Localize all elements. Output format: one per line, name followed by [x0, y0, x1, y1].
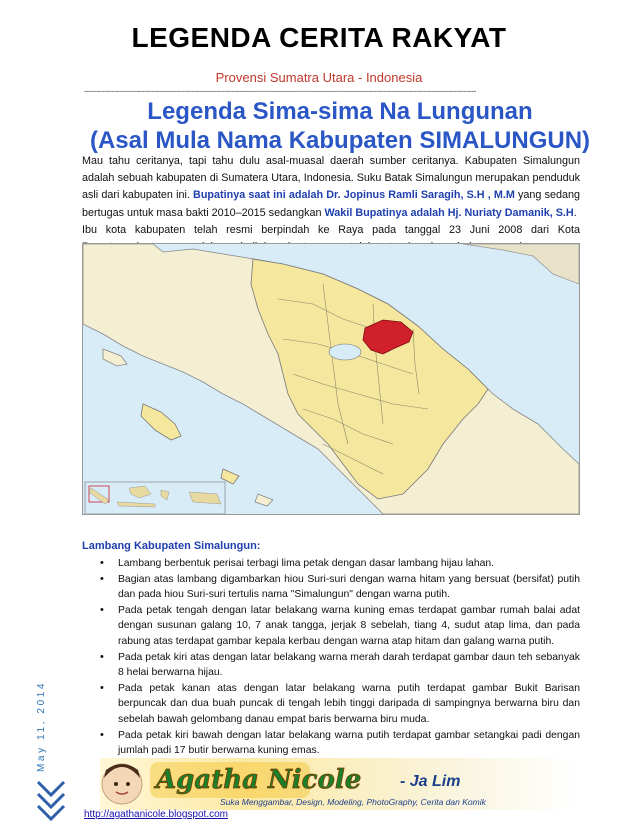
side-date [36, 676, 52, 772]
map-drawing [83, 244, 579, 514]
intro-text-4: Ibu kota kabupaten telah resmi berpindah ke Raya pada tanggal 23 Juni 2008 dari Kota [82, 223, 580, 236]
lambang-item: • Pada petak kiri bawah dengan latar belakang warna putih terdapat gambar setangkai padi dengan jumlah padi 17 butir berwarna kuning emas. [100, 728, 580, 759]
document-subtitle: Provensi Sumatra Utara - Indonesia [215, 70, 423, 85]
lambang-list [100, 556, 580, 759]
north-sumatra-map [82, 243, 580, 515]
intro-text-1: Mau tahu ceritanya, tapi tahu dulu asal-muasal daerah sumber ceritanya. Kabupaten Simalungun adalah sebuah kabupaten di Sumatera Utara, Indonesia. Suku Batak Simalungun merupakan penduduk asli dari kabupaten ini. [82, 155, 580, 202]
bupati-highlight: Bupatinya saat ini adalah Dr. Jopinus Ramli Saragih, S.H , M.M [193, 189, 515, 202]
lambang-item: • Pada petak tengah dengan latar belakang warna kuning emas terdapat gambar rumah balai adat dengan susunan galang 10, 7 anak tangga, jerjak 8 sebelah, tiang 4, sudut atap lima, dan pada rabung atas terdapat gambar kepala kerbau dengan warna atap hitam dan galang warna putih. [100, 603, 580, 650]
lake-toba [329, 344, 361, 360]
article-title-line2: (Asal Mula Nama Kabupaten SIMALUNGUN) [89, 127, 591, 154]
lambang-item: • Pada petak kanan atas dengan latar belakang warna putih terdapat gambar Bukit Barisan berpuncak dan dua buah puncak di tengah lebih tinggi daripada di sampingnya berwarna biru dan sebelah bawah gelombang danau empat baris berwarna biru muda. [100, 681, 580, 728]
wakil-bupati-highlight: Wakil Bupatinya adalah Hj. Nuriaty Damanik, S.H [324, 206, 574, 219]
lambang-heading: Lambang Kabupaten Simalungun: [82, 540, 261, 552]
lambang-item: • Lambang berbentuk perisai terbagi lima petak dengan dasar lambang hijau lahan. [100, 556, 580, 572]
double-chevron-down-icon [34, 776, 68, 822]
intro-text-2: yang sedang bertugas untuk masa bakti 2010–2015 sedangkan [82, 189, 581, 219]
intro-text-3: . [573, 206, 577, 219]
lambang-item: • Pada petak kiri atas dengan latar belakang warna merah darah terdapat gambar daun teh sebanyak 8 helai berwarna hijau. [100, 650, 580, 681]
indonesia-inset [85, 482, 225, 514]
article-title-line1: Legenda Sima-sima Na Lungunan [147, 98, 533, 125]
blog-banner[interactable] [100, 758, 578, 810]
lambang-item: • Bagian atas lambang digambarkan hiou Suri-suri dengan warna hitam yang bersuat (bersifat) putih dan pada hiou Suri-suri tertulis nama "Simalungun" dengan warna putih. [100, 572, 580, 603]
banner-tagline: Suka Menggambar, Design, Modeling, PhotoGraphy, Cerita dan Komik [220, 797, 486, 807]
blog-url-link[interactable]: http://agathanicole.blogspot.com [84, 809, 228, 820]
article-title [60, 97, 620, 155]
document-title: LEGENDA CERITA RAKYAT [131, 22, 507, 53]
intro-paragraph [82, 153, 580, 256]
banner-name: Agatha Nicole [156, 765, 362, 795]
banner-suffix: - Ja Lim [400, 773, 461, 790]
dashed-divider: ------------------------------------------------------------------------------------------------------------------------------------------------------------- [84, 86, 477, 96]
side-date-text: May 11, 2014 [36, 680, 47, 772]
banner-graphic [100, 758, 578, 810]
